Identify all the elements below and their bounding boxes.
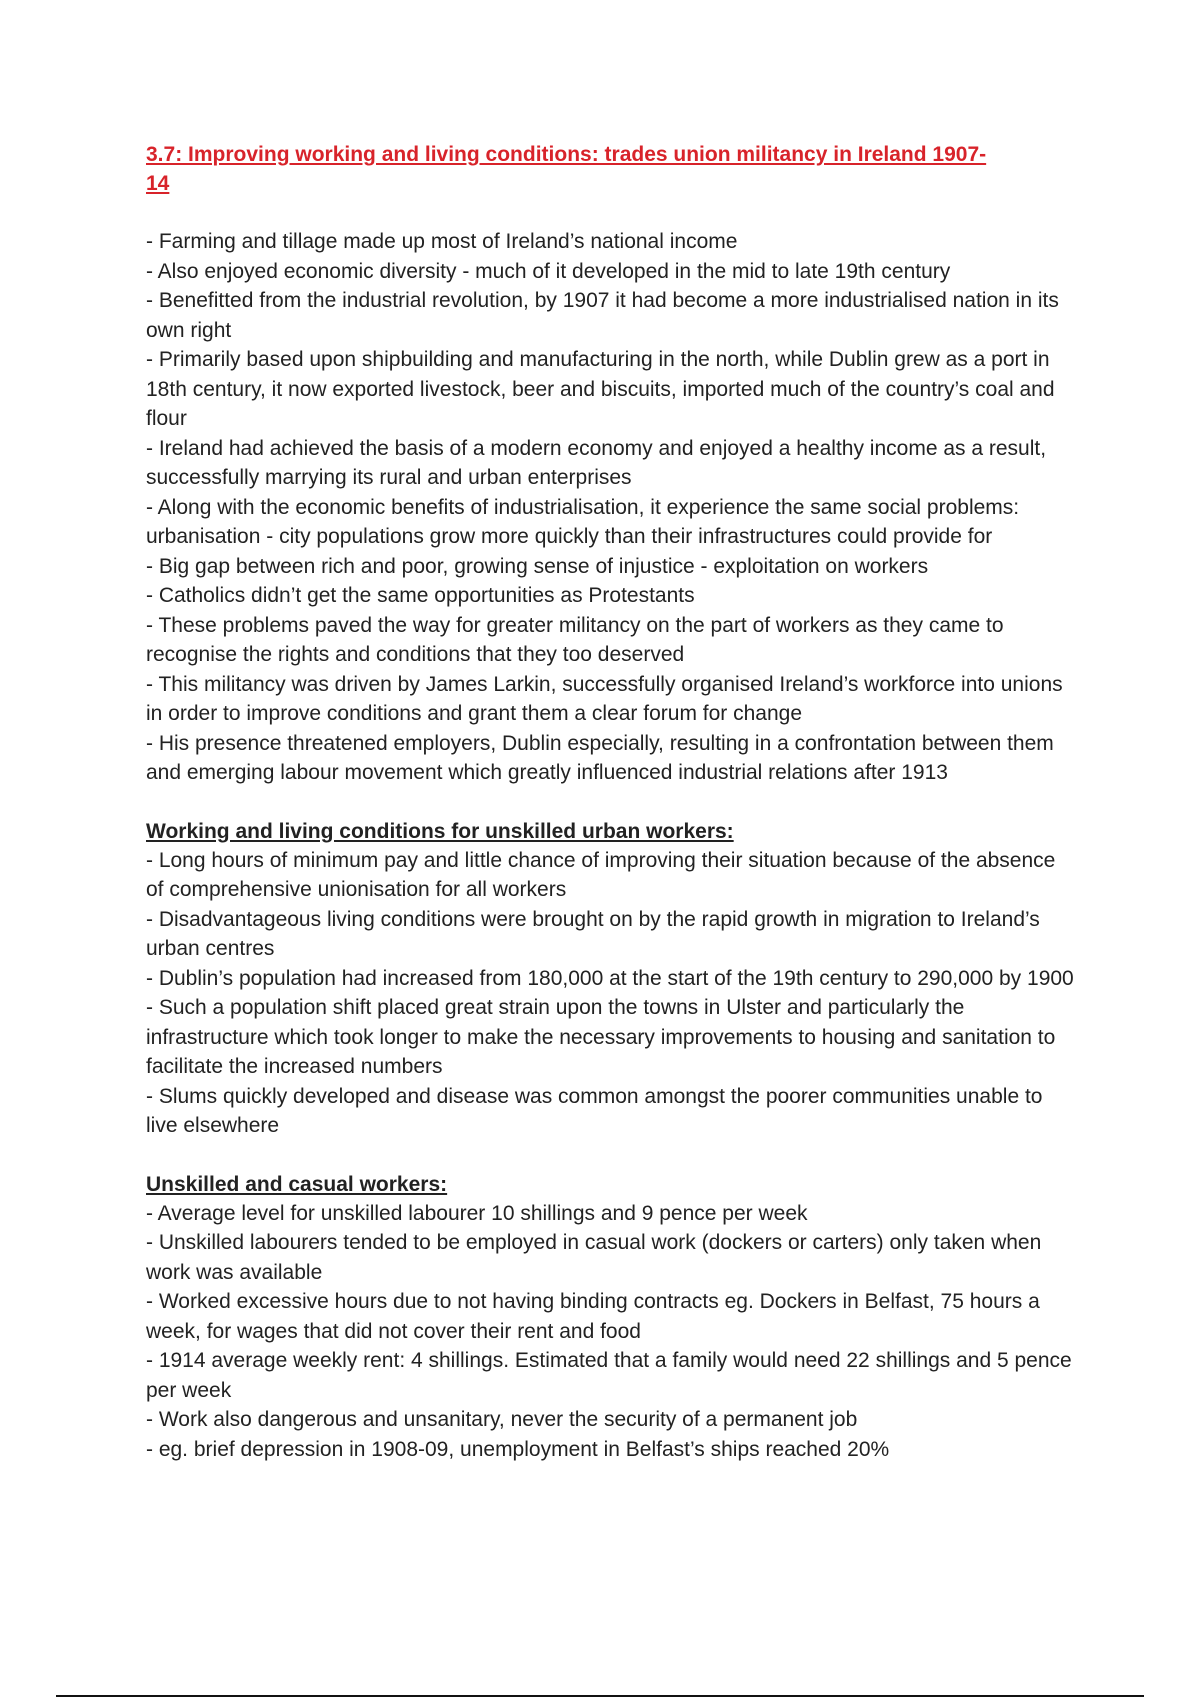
list-item: - Worked excessive hours due to not having binding contracts eg. Dockers in Belfast, 75 hours a week, for wages that did not cover their rent and food — [146, 1290, 1040, 1343]
working-conditions-bullet-list — [146, 846, 1076, 1141]
footer-divider — [56, 1695, 1144, 1697]
list-item: - Big gap between rich and poor, growing sense of injustice - exploitation on workers — [146, 554, 929, 578]
list-item: - Such a population shift placed great strain upon the towns in Ulster and particularly the infrastructure which took longer to make the necessary improvements to housing and sanitation to facilitate the increased numbers — [146, 996, 1056, 1078]
list-item: - His presence threatened employers, Dublin especially, resulting in a confrontation between them and emerging labour movement which greatly influenced industrial relations after 1913 — [146, 731, 1054, 784]
list-item: - Average level for unskilled labourer 10 shillings and 9 pence per week — [146, 1201, 808, 1225]
document-page — [146, 140, 1076, 1464]
list-item: - Slums quickly developed and disease was common amongst the poorer communities unable to live elsewhere — [146, 1084, 1043, 1137]
list-item: - Unskilled labourers tended to be employed in casual work (dockers or carters) only taken when work was available — [146, 1231, 1042, 1284]
list-item: - Along with the economic benefits of industrialisation, it experience the same social problems: urbanisation - city populations grow more quickly than their infrastructures could provide for — [146, 495, 1020, 548]
list-item: - Benefitted from the industrial revolution, by 1907 it had become a more industrialised nation in its own right — [146, 289, 1059, 342]
list-item: - Work also dangerous and unsanitary, never the security of a permanent job — [146, 1408, 858, 1431]
list-item: - Dublin’s population had increased from 180,000 at the start of the 19th century to 290,000 by 1900 — [146, 966, 1074, 990]
list-item: - Farming and tillage made up most of Ireland’s national income — [146, 230, 738, 253]
list-item: - Long hours of minimum pay and little chance of improving their situation because of the absence of comprehensive unionisation for all workers — [146, 848, 1056, 901]
list-item: - Catholics didn’t get the same opportunities as Protestants — [146, 584, 695, 607]
unskilled-workers-bullet-list — [146, 1199, 1076, 1465]
section-heading-working-conditions: Working and living conditions for unskilled urban workers: — [146, 819, 734, 843]
list-item: - Disadvantageous living conditions were brought on by the rapid growth in migration to Ireland’s urban centres — [146, 907, 1040, 960]
section-heading-unskilled-workers: Unskilled and casual workers: — [146, 1172, 448, 1196]
document-title: 3.7: Improving working and living conditions: trades union militancy in Ireland 1907-14 — [146, 143, 987, 195]
list-item: - Ireland had achieved the basis of a modern economy and enjoyed a healthy income as a result, successfully marrying its rural and urban enterprises — [146, 436, 1047, 489]
intro-bullet-list — [146, 227, 1076, 788]
list-item: - Primarily based upon shipbuilding and manufacturing in the north, while Dublin grew as a port in 18th century, it now exported livestock, beer and biscuits, imported much of the country’s coal and flour — [146, 348, 1055, 430]
list-item: - This militancy was driven by James Larkin, successfully organised Ireland’s workforce into unions in order to improve conditions and grant them a clear forum for change — [146, 672, 1063, 725]
list-item: - 1914 average weekly rent: 4 shillings. Estimated that a family would need 22 shillings and 5 pence per week — [146, 1349, 1072, 1402]
list-item: - eg. brief depression in 1908-09, unemployment in Belfast’s ships reached 20% — [146, 1437, 890, 1461]
list-item: - Also enjoyed economic diversity - much of it developed in the mid to late 19th century — [146, 259, 951, 283]
list-item: - These problems paved the way for greater militancy on the part of workers as they came to recognise the rights and conditions that they too deserved — [146, 613, 1004, 666]
